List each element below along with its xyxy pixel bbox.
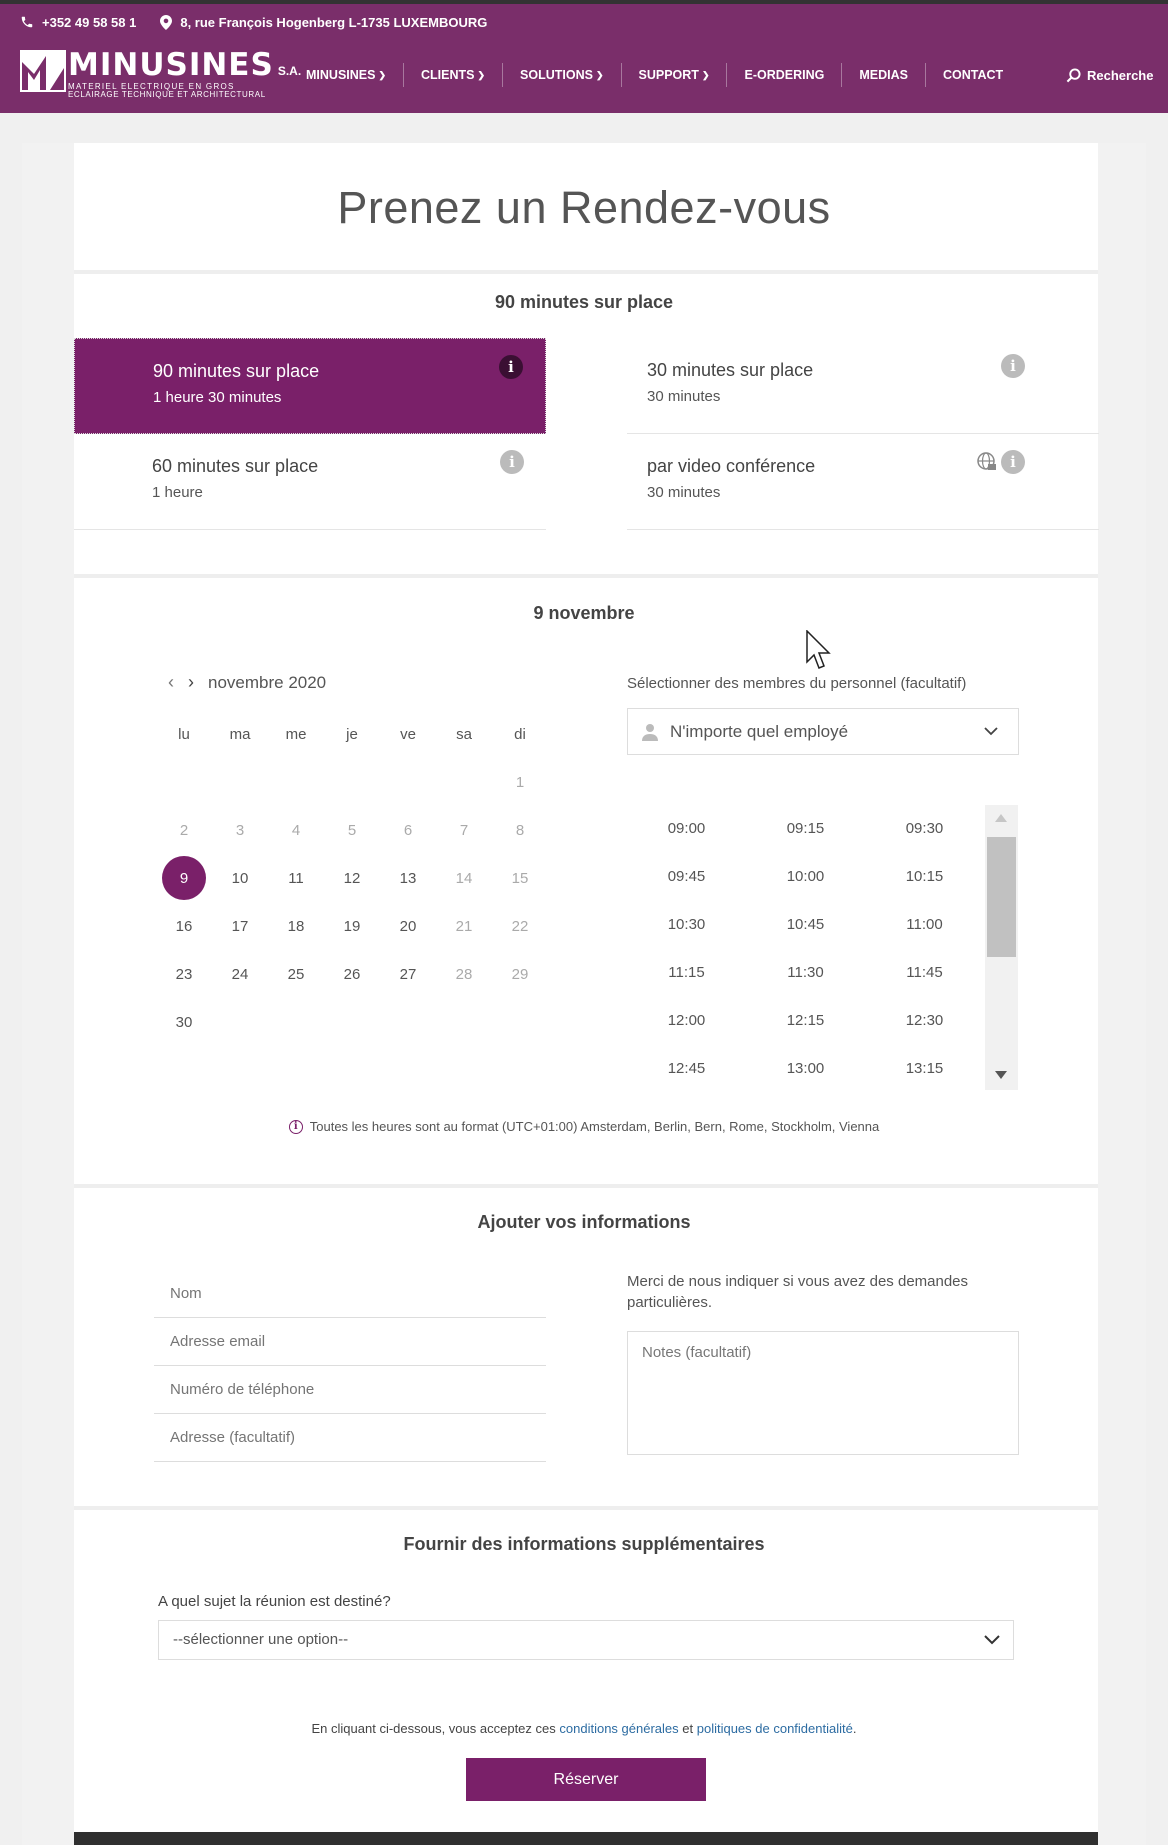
logo-mark-icon bbox=[20, 50, 66, 92]
calendar-week-row bbox=[156, 806, 548, 854]
service-name: 90 minutes sur place bbox=[153, 361, 320, 381]
address-text: 8, rue François Hogenberg L-1735 LUXEMBOURG bbox=[180, 14, 488, 30]
nav-support[interactable] bbox=[621, 63, 727, 87]
prev-month-icon[interactable]: ‹ bbox=[168, 672, 174, 692]
time-slot[interactable]: 13:15 bbox=[905, 1060, 944, 1077]
service-60-on-site[interactable] bbox=[74, 434, 546, 530]
site-logo[interactable] bbox=[20, 47, 302, 99]
service-30-on-site[interactable] bbox=[627, 338, 1099, 434]
section-divider bbox=[74, 1184, 1098, 1188]
calendar-day-number: 2 bbox=[179, 821, 189, 839]
calendar-weekday-row bbox=[156, 710, 548, 758]
special-requests-text: Merci de nous indiquer si vous avez des demandes particulières. bbox=[627, 1273, 969, 1311]
email-field[interactable] bbox=[154, 1318, 546, 1366]
calendar-week-row bbox=[156, 854, 548, 902]
calendar-day[interactable] bbox=[380, 854, 436, 902]
calendar-day[interactable] bbox=[156, 950, 212, 998]
calendar-day-number: 19 bbox=[343, 917, 361, 935]
calendar-day-number: 28 bbox=[455, 965, 473, 983]
address-field[interactable] bbox=[154, 1414, 546, 1462]
staff-select[interactable] bbox=[627, 708, 1019, 755]
calendar-day bbox=[492, 758, 548, 806]
calendar-day-number: 13 bbox=[399, 869, 417, 887]
terms-text bbox=[0, 1721, 1168, 1736]
calendar-day[interactable] bbox=[156, 998, 212, 1046]
calendar-day[interactable] bbox=[212, 854, 268, 902]
calendar-month-label: novembre 2020 bbox=[208, 672, 327, 692]
supplementary-section-title: Fournir des informations supplémentaires bbox=[403, 1534, 765, 1554]
calendar-day-number: 18 bbox=[287, 917, 305, 935]
time-slot[interactable]: 11:45 bbox=[906, 964, 943, 981]
chevron-down-icon: ❯ bbox=[595, 69, 604, 80]
staff-label: Sélectionner des membres du personnel (facultatif) bbox=[627, 675, 967, 692]
calendar-day[interactable] bbox=[380, 950, 436, 998]
time-slot[interactable]: 12:45 bbox=[667, 1060, 706, 1077]
service-name: 60 minutes sur place bbox=[152, 456, 319, 476]
calendar-day[interactable] bbox=[324, 950, 380, 998]
time-slot[interactable]: 10:45 bbox=[786, 916, 825, 933]
info-icon[interactable]: i bbox=[1001, 354, 1025, 378]
next-month-icon[interactable]: › bbox=[188, 672, 194, 692]
weekday-label: lu bbox=[178, 725, 190, 743]
terms-suffix: . bbox=[852, 1721, 857, 1736]
chevron-down-icon bbox=[983, 1633, 1001, 1647]
service-name: 30 minutes sur place bbox=[647, 360, 814, 380]
weekday-label: ma bbox=[229, 725, 251, 743]
time-slot-list bbox=[627, 805, 985, 1090]
calendar-day-number: 3 bbox=[235, 821, 245, 839]
calendar-empty-cell bbox=[380, 998, 436, 1046]
calendar-day[interactable] bbox=[268, 902, 324, 950]
page-title: Prenez un Rendez-vous bbox=[337, 182, 831, 233]
calendar-day-number: 8 bbox=[515, 821, 525, 839]
nav-contact[interactable] bbox=[925, 63, 1020, 87]
calendar-day-number: 17 bbox=[231, 917, 249, 935]
site-header bbox=[0, 4, 1168, 113]
phone-number: +352 49 58 58 1 bbox=[42, 14, 137, 30]
calendar-day bbox=[492, 902, 548, 950]
nav-label: MINUSINES bbox=[306, 68, 376, 82]
nav-label: MEDIAS bbox=[859, 68, 908, 82]
section-divider bbox=[74, 1506, 1098, 1510]
calendar-day bbox=[436, 902, 492, 950]
calendar-day bbox=[492, 950, 548, 998]
calendar-empty-cell bbox=[492, 998, 548, 1046]
calendar-day-number: 4 bbox=[291, 821, 301, 839]
calendar-day bbox=[436, 950, 492, 998]
search-icon bbox=[1066, 68, 1081, 83]
time-slot[interactable]: 09:30 bbox=[905, 820, 944, 837]
date-section-title: 9 novembre bbox=[533, 603, 635, 623]
calendar-day-number: 26 bbox=[343, 965, 361, 983]
time-slot[interactable]: 10:30 bbox=[667, 916, 706, 933]
calendar-day bbox=[492, 854, 548, 902]
time-slot-row bbox=[627, 1045, 985, 1090]
logo-tagline-2: ECLAIRAGE TECHNIQUE ET ARCHITECTURAL bbox=[68, 90, 266, 99]
nav-medias[interactable] bbox=[841, 63, 925, 87]
email-input[interactable] bbox=[168, 1332, 546, 1351]
calendar-day-number: 20 bbox=[399, 917, 417, 935]
calendar-day bbox=[268, 806, 324, 854]
service-section-title: 90 minutes sur place bbox=[494, 292, 674, 312]
weekday-label: je bbox=[346, 725, 358, 743]
calendar-day bbox=[492, 806, 548, 854]
time-slot[interactable]: 09:45 bbox=[667, 868, 706, 885]
calendar-day[interactable] bbox=[324, 902, 380, 950]
info-section-title: Ajouter vos informations bbox=[477, 1212, 691, 1232]
subject-select[interactable] bbox=[158, 1620, 1014, 1660]
weekday-label: sa bbox=[456, 725, 472, 743]
calendar-day-number: 29 bbox=[511, 965, 529, 983]
info-icon[interactable]: i bbox=[499, 355, 523, 379]
service-90-on-site[interactable] bbox=[74, 338, 546, 434]
weekday-label: ve bbox=[400, 725, 416, 743]
time-slot-scrollbar[interactable] bbox=[985, 805, 1018, 1090]
service-video-conference[interactable] bbox=[627, 434, 1099, 530]
time-slot[interactable]: 09:00 bbox=[667, 820, 706, 837]
time-slot[interactable]: 09:15 bbox=[786, 820, 825, 837]
calendar-day-number: 23 bbox=[175, 965, 193, 983]
staff-select-value: N'importe quel employé bbox=[670, 721, 849, 741]
calendar-day-number: 6 bbox=[403, 821, 413, 839]
contact-row bbox=[20, 12, 487, 32]
weekday-label: di bbox=[514, 725, 526, 743]
calendar-day bbox=[380, 806, 436, 854]
nav-minusines[interactable] bbox=[288, 63, 403, 87]
weekday-label: me bbox=[285, 725, 307, 743]
section-divider bbox=[74, 270, 1098, 274]
time-slot[interactable]: 10:00 bbox=[786, 868, 825, 885]
calendar-day-number: 15 bbox=[511, 869, 529, 887]
phone-input[interactable] bbox=[168, 1380, 546, 1399]
chevron-down-icon: ❯ bbox=[701, 69, 710, 80]
terms-prefix: En cliquant ci-dessous, vous acceptez ces bbox=[311, 1721, 556, 1736]
calendar-nav bbox=[168, 672, 326, 693]
name-field[interactable] bbox=[154, 1270, 546, 1318]
service-duration: 30 minutes bbox=[647, 388, 721, 405]
nav-label: CLIENTS bbox=[421, 68, 475, 82]
calendar-day-number: 21 bbox=[455, 917, 473, 935]
calendar-day-number: 25 bbox=[287, 965, 305, 983]
timezone-note-text: Toutes les heures sont au format (UTC+01:00) Amsterdam, Berlin, Bern, Rome, Stockholm, Vienna bbox=[309, 1119, 880, 1134]
nav-clients[interactable] bbox=[403, 63, 502, 87]
calendar-empty-cell bbox=[268, 758, 324, 806]
timezone-note bbox=[0, 1119, 1168, 1134]
nav-e-ordering[interactable] bbox=[726, 63, 841, 87]
search-label: Recherche bbox=[1087, 68, 1154, 83]
time-slot-row bbox=[627, 853, 985, 901]
calendar-day-number: 30 bbox=[175, 1013, 193, 1031]
name-input[interactable] bbox=[168, 1284, 546, 1303]
time-slot[interactable]: 11:15 bbox=[668, 964, 705, 981]
calendar-empty-cell bbox=[324, 758, 380, 806]
info-icon[interactable]: i bbox=[1001, 450, 1025, 474]
time-slot[interactable]: 12:15 bbox=[786, 1012, 825, 1029]
calendar-day-number: 14 bbox=[455, 869, 473, 887]
calendar-week-row bbox=[156, 998, 548, 1046]
calendar-day bbox=[436, 854, 492, 902]
calendar-empty-cell bbox=[212, 758, 268, 806]
calendar-empty-cell bbox=[436, 758, 492, 806]
calendar-day bbox=[436, 806, 492, 854]
calendar-day-number: 1 bbox=[515, 773, 525, 791]
phone-icon bbox=[20, 15, 34, 29]
subject-select-value: --sélectionner une option-- bbox=[173, 1631, 349, 1648]
calendar-day-number: 5 bbox=[347, 821, 357, 839]
calendar-day-number: 11 bbox=[288, 869, 304, 887]
time-slot[interactable]: 12:00 bbox=[667, 1012, 706, 1029]
calendar-day[interactable] bbox=[324, 854, 380, 902]
service-duration: 1 heure bbox=[152, 484, 203, 501]
calendar-day-number: 27 bbox=[399, 965, 417, 983]
footer-bar bbox=[74, 1832, 1098, 1845]
calendar-day-selected[interactable] bbox=[156, 854, 212, 902]
phone-field[interactable] bbox=[154, 1366, 546, 1414]
calendar-day[interactable] bbox=[156, 902, 212, 950]
time-slot-row bbox=[627, 949, 985, 997]
nav-label: CONTACT bbox=[942, 68, 1004, 82]
time-slot[interactable]: 12:30 bbox=[905, 1012, 944, 1029]
calendar-empty-cell bbox=[436, 998, 492, 1046]
subject-label: A quel sujet la réunion est destiné? bbox=[158, 1593, 391, 1610]
time-slot[interactable]: 11:00 bbox=[906, 916, 943, 933]
nav-label: SUPPORT bbox=[638, 68, 699, 82]
main-nav bbox=[288, 60, 1020, 90]
time-slot[interactable]: 13:00 bbox=[786, 1060, 825, 1077]
calendar-week-row bbox=[156, 902, 548, 950]
info-icon[interactable]: i bbox=[500, 450, 524, 474]
calendar-empty-cell bbox=[324, 998, 380, 1046]
time-slot-row bbox=[627, 805, 985, 853]
calendar-empty-cell bbox=[268, 998, 324, 1046]
logo-tagline-1: MATERIEL ELECTRIQUE EN GROS bbox=[68, 82, 235, 91]
calendar-day bbox=[212, 806, 268, 854]
time-slot-row bbox=[627, 901, 985, 949]
calendar-empty-cell bbox=[212, 998, 268, 1046]
reserve-button[interactable]: Réserver bbox=[466, 1758, 706, 1801]
calendar-day bbox=[156, 806, 212, 854]
chevron-down-icon bbox=[982, 722, 1000, 740]
calendar-grid bbox=[156, 710, 548, 1046]
calendar-empty-cell bbox=[156, 758, 212, 806]
terms-conditions-link[interactable]: conditions générales bbox=[559, 1721, 679, 1736]
chevron-down-icon: ❯ bbox=[378, 69, 386, 80]
calendar-day-number: 10 bbox=[231, 869, 249, 887]
logo-suffix: S.A. bbox=[277, 64, 302, 78]
terms-privacy-link[interactable]: politiques de confidentialité bbox=[696, 1721, 853, 1736]
terms-middle: et bbox=[682, 1721, 694, 1736]
person-icon bbox=[642, 723, 658, 741]
service-divider bbox=[74, 529, 546, 530]
calendar-day[interactable] bbox=[268, 950, 324, 998]
calendar-day-number: 24 bbox=[231, 965, 249, 983]
time-slot[interactable]: 11:30 bbox=[787, 964, 824, 981]
section-divider bbox=[74, 574, 1098, 578]
time-slot-row bbox=[627, 997, 985, 1045]
calendar-empty-cell bbox=[380, 758, 436, 806]
calendar-day[interactable] bbox=[212, 950, 268, 998]
calendar-day bbox=[324, 806, 380, 854]
search-button[interactable] bbox=[1066, 68, 1153, 83]
chevron-down-icon: ❯ bbox=[477, 69, 486, 80]
calendar-day-number: 9 bbox=[162, 856, 206, 900]
nav-solutions[interactable] bbox=[502, 63, 620, 87]
service-divider bbox=[627, 529, 1099, 530]
mouse-cursor-icon bbox=[806, 630, 832, 670]
calendar-week-row bbox=[156, 950, 548, 998]
notes-textarea[interactable]: Notes (facultatif) bbox=[627, 1331, 1019, 1455]
service-name: par video conférence bbox=[647, 456, 816, 476]
calendar-day-number: 7 bbox=[459, 821, 469, 839]
time-slot[interactable]: 10:15 bbox=[905, 868, 944, 885]
location-pin-icon bbox=[160, 15, 172, 30]
service-duration: 30 minutes bbox=[647, 484, 721, 501]
address-input[interactable] bbox=[168, 1428, 546, 1447]
calendar-day[interactable] bbox=[380, 902, 436, 950]
scrollbar-thumb[interactable] bbox=[987, 837, 1016, 957]
info-circle-icon: i bbox=[289, 1120, 303, 1134]
scroll-up-icon[interactable] bbox=[994, 813, 1008, 823]
calendar-day-number: 16 bbox=[175, 917, 193, 935]
address-contact[interactable] bbox=[160, 15, 487, 30]
calendar-day[interactable] bbox=[268, 854, 324, 902]
globe-video-icon bbox=[977, 452, 997, 472]
calendar-week-row bbox=[156, 758, 548, 806]
service-duration: 1 heure 30 minutes bbox=[153, 389, 282, 406]
scroll-down-icon[interactable] bbox=[994, 1070, 1008, 1080]
calendar-day-number: 22 bbox=[511, 917, 529, 935]
calendar-day[interactable] bbox=[212, 902, 268, 950]
nav-label: E-ORDERING bbox=[744, 68, 825, 82]
phone-contact[interactable] bbox=[20, 15, 136, 30]
nav-label: SOLUTIONS bbox=[520, 68, 593, 82]
logo-name: MINUSINES bbox=[68, 47, 274, 83]
calendar-day-number: 12 bbox=[343, 869, 361, 887]
